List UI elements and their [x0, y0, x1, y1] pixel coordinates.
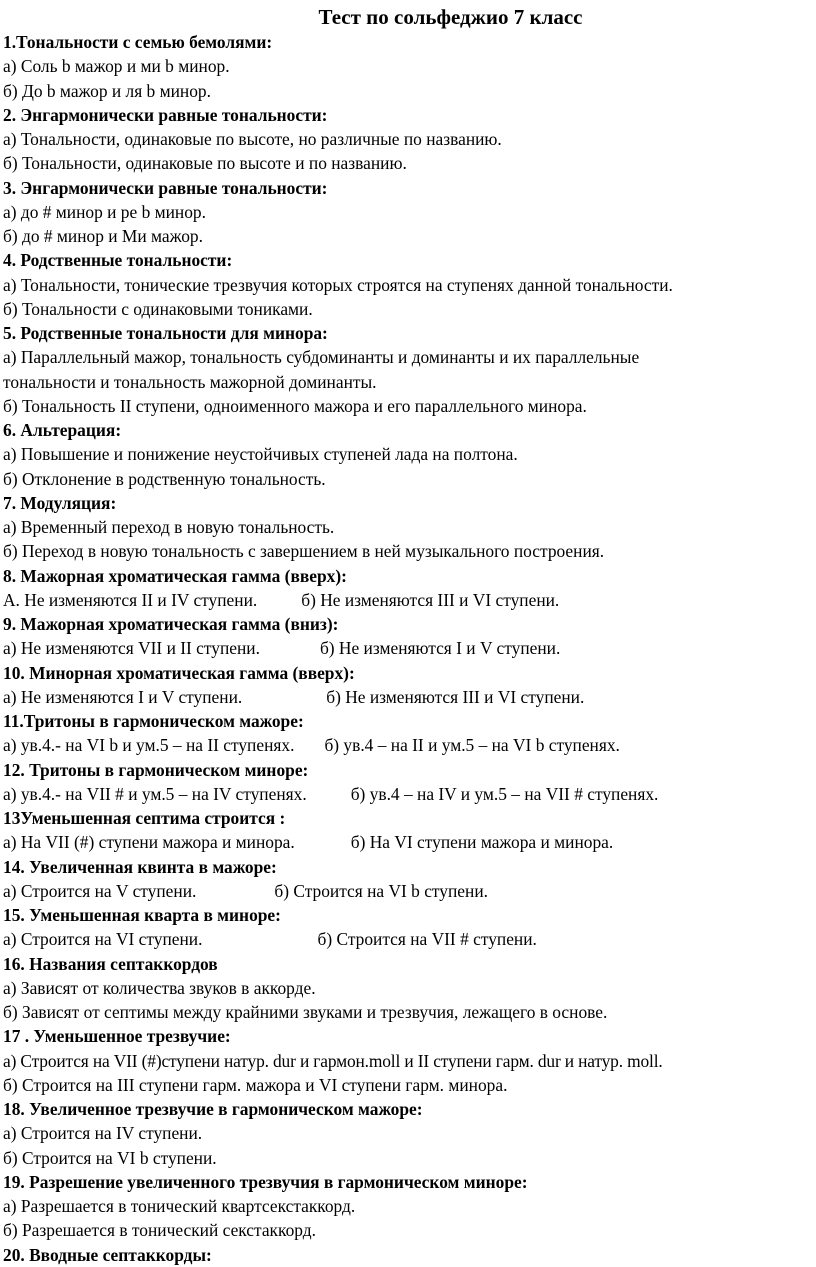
question-3: 3. Энгармонически равные тональности: — [3, 177, 328, 198]
answer-16a: а) Зависят от количества звуков в аккорде. — [3, 977, 316, 998]
answer-1a: а) Соль b мажор и ми b минор. — [3, 56, 230, 77]
question-11: 11.Тритоны в гармоническом мажоре: — [3, 711, 304, 731]
answer-14b: б) Строится на VI b ступени. — [274, 880, 488, 901]
answer-18b: б) Строится на VI b ступени. — [3, 1147, 217, 1168]
question-15: 15. Уменьшенная кварта в миноре: — [3, 905, 281, 925]
question-1: 1.Тональности с семью бемолями: — [3, 32, 273, 52]
answer-pair-9 — [3, 636, 814, 660]
answer-19b: б) Разрешается в тонический секстаккорд. — [3, 1220, 316, 1241]
question-9: 9. Мажорная хроматическая гамма (вниз): — [3, 614, 339, 634]
answer-6a: а) Повышение и понижение неустойчивых ступеней лада на полтона. — [3, 444, 518, 465]
answer-13b: б) На VI ступени мажора и минора. — [350, 832, 614, 853]
question-2: 2. Энгармонически равные тональности: — [3, 104, 328, 125]
answer-4a: а) Тональности, тонические трезвучия которых строятся на ступенях данной тональности. — [3, 274, 673, 295]
answer-14a: а) Строится на V ступени. — [3, 880, 197, 901]
answer-5a-cont: тональности и тональность мажорной доминанты. — [3, 371, 377, 392]
answer-5b: б) Тональность II ступени, одноименного мажора и его параллельного минора. — [3, 395, 587, 416]
answer-12a: а) ув.4.- на VII # и ум.5 – на IV ступенях. — [3, 783, 307, 804]
answer-19a: а) Разрешается в тонический квартсекстаккорд. — [3, 1196, 356, 1216]
question-10: 10. Минорная хроматическая гамма (вверх): — [3, 662, 355, 683]
answer-7b: б) Переход в новую тональность с завершением в ней музыкального построения. — [3, 541, 605, 562]
question-7: 7. Модуляция: — [3, 492, 117, 513]
answer-pair-11 — [3, 733, 814, 757]
question-6: 6. Альтерация: — [3, 420, 122, 440]
answer-11b: б) ув.4 – на II и ум.5 – на VI b ступенях. — [324, 735, 620, 756]
answer-9a: а) Не изменяются VII и II ступени. — [3, 638, 260, 659]
answer-10a: а) Не изменяются I и V ступени. — [3, 686, 243, 707]
answer-pair-14 — [3, 879, 814, 903]
answer-3a: а) до # минор и ре b минор. — [3, 201, 206, 222]
question-4: 4. Родственные тональности: — [3, 250, 233, 271]
answer-pair-13 — [3, 830, 814, 854]
answer-13a: а) На VII (#) ступени мажора и минора. — [3, 832, 295, 853]
question-18: 18. Увеличенное трезвучие в гармоническом мажоре: — [3, 1099, 423, 1119]
question-8: 8. Мажорная хроматическая гамма (вверх): — [3, 565, 347, 586]
answer-10b: б) Не изменяются III и VI ступени. — [326, 686, 585, 707]
answer-17a: а) Строится на VII (#)ступени натур. dur и гармон.moll и II ступени гарм. dur и натур. moll. — [3, 1050, 663, 1071]
answer-12b: б) ув.4 – на IV и ум.5 – на VII # ступенях. — [350, 783, 659, 804]
answer-8a: А. Не изменяются II и IV ступени. — [3, 589, 258, 610]
question-13: 13Уменьшенная септима строится : — [3, 808, 286, 828]
answer-15a: а) Строится на VI ступени. — [3, 929, 203, 950]
answer-16b: б) Зависят от септимы между крайними звуками и трезвучия, лежащего в основе. — [3, 1002, 608, 1022]
answer-2a: а) Тональности, одинаковые по высоте, но различные по названию. — [3, 129, 502, 149]
answer-2b: б) Тональности, одинаковые по высоте и по названию. — [3, 153, 407, 174]
answer-4b: б) Тональности с одинаковыми тониками. — [3, 298, 313, 319]
answer-pair-10 — [3, 685, 814, 709]
answer-18a: а) Строится на IV ступени. — [3, 1123, 203, 1144]
page-title: Тест по сольфеджио 7 класс — [318, 5, 583, 29]
answer-5a: а) Параллельный мажор, тональность субдоминанты и доминанты и их параллельные — [3, 347, 640, 368]
question-20: 20. Вводные септаккорды: — [3, 1244, 212, 1265]
answer-1b: б) До b мажор и ля b минор. — [3, 80, 211, 101]
question-17: 17 . Уменьшенное трезвучие: — [3, 1026, 231, 1047]
answer-11a: а) ув.4.- на VI b и ум.5 – на II ступенях. — [3, 735, 295, 756]
question-16: 16. Названия септаккордов — [3, 953, 218, 974]
question-12: 12. Тритоны в гармоническом миноре: — [3, 759, 309, 780]
answer-9b: б) Не изменяются I и V ступени. — [319, 638, 561, 659]
answer-pair-15 — [3, 927, 814, 951]
answer-17b: б) Строится на III ступени гарм. мажора и VI ступени гарм. минора. — [3, 1074, 508, 1095]
question-5: 5. Родственные тональности для минора: — [3, 323, 328, 343]
question-14: 14. Увеличенная квинта в мажоре: — [3, 856, 277, 877]
question-19: 19. Разрешение увеличенного трезвучия в гармоническом миноре: — [3, 1171, 528, 1192]
answer-7a: а) Временный переход в новую тональность. — [3, 517, 335, 537]
answer-pair-12 — [3, 782, 814, 806]
answer-6b: б) Отклонение в родственную тональность. — [3, 468, 326, 489]
answer-3b: б) до # минор и Ми мажор. — [3, 226, 203, 246]
answer-8b: б) Не изменяются III и VI ступени. — [301, 589, 560, 610]
answer-15b: б) Строится на VII # ступени. — [317, 929, 537, 950]
answer-pair-8 — [3, 588, 814, 612]
